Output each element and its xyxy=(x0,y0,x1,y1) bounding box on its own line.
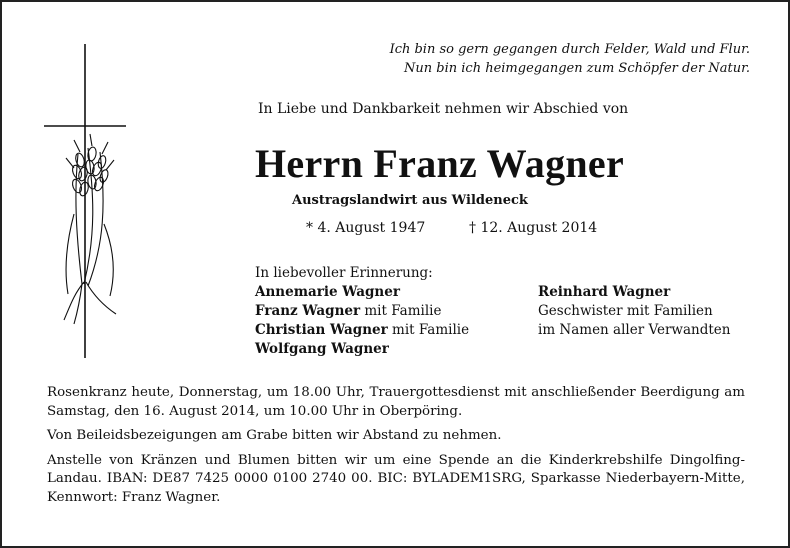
mourner-name: Wolfgang Wagner xyxy=(255,341,389,357)
mourner-name: Reinhard Wagner xyxy=(538,284,671,300)
mourners-heading: In liebevoller Erinnerung: xyxy=(255,265,433,281)
mourner-relation: im Namen aller Verwandten xyxy=(538,322,731,338)
mourner-name: Annemarie Wagner xyxy=(255,284,400,300)
birth-date: * 4. August 1947 xyxy=(306,220,426,236)
mourner-line xyxy=(255,340,469,359)
mourners-right xyxy=(538,283,730,340)
mourner-line xyxy=(255,302,469,321)
mourner-name: Christian Wagner xyxy=(255,322,388,338)
mourner-line xyxy=(255,283,469,302)
condolence-note: Von Beileidsbezeigungen am Grabe bitten wir Abstand zu nehmen. xyxy=(47,428,502,443)
poem-line-2: Nun bin ich heimgegangen zum Schöpfer der Natur. xyxy=(404,61,750,76)
mourner-relation: Geschwister mit Familien xyxy=(538,303,713,319)
poem xyxy=(300,40,750,78)
mourner-suffix: mit Familie xyxy=(360,303,442,319)
deceased-occupation: Austragslandwirt aus Wildeneck xyxy=(292,193,528,208)
deceased-name: Herrn Franz Wagner xyxy=(255,141,625,186)
farewell-intro: In Liebe und Dankbarkeit nehmen wir Abschied von xyxy=(258,101,629,117)
donation-note: Anstelle von Kränzen und Blumen bitten wir um eine Spende an die Kinderkrebshilfe Dingolfing-Landau. IBAN: DE87 7425 0000 0100 2740 00. BIC: BYLADEM1SRG, Sparkasse Niederbayern-Mitte, Kennwort: Franz Wagner. xyxy=(47,452,745,505)
mourner-name: Franz Wagner xyxy=(255,303,361,319)
mourner-line xyxy=(255,321,469,340)
death-date: † 12. August 2014 xyxy=(469,220,598,236)
mourner-suffix: mit Familie xyxy=(387,322,470,338)
notices xyxy=(47,384,745,507)
mourners-left xyxy=(255,264,469,359)
cross-with-wheat-icon xyxy=(44,44,126,358)
poem-line-1: Ich bin so gern gegangen durch Felder, Wald und Flur. xyxy=(389,42,750,57)
funeral-schedule: Rosenkranz heute, Donnerstag, um 18.00 Uhr, Trauergottesdienst mit anschließender Beerdigung am Samstag, den 16. August 2014, um 10.00 Uhr in Oberpöring. xyxy=(47,385,745,419)
